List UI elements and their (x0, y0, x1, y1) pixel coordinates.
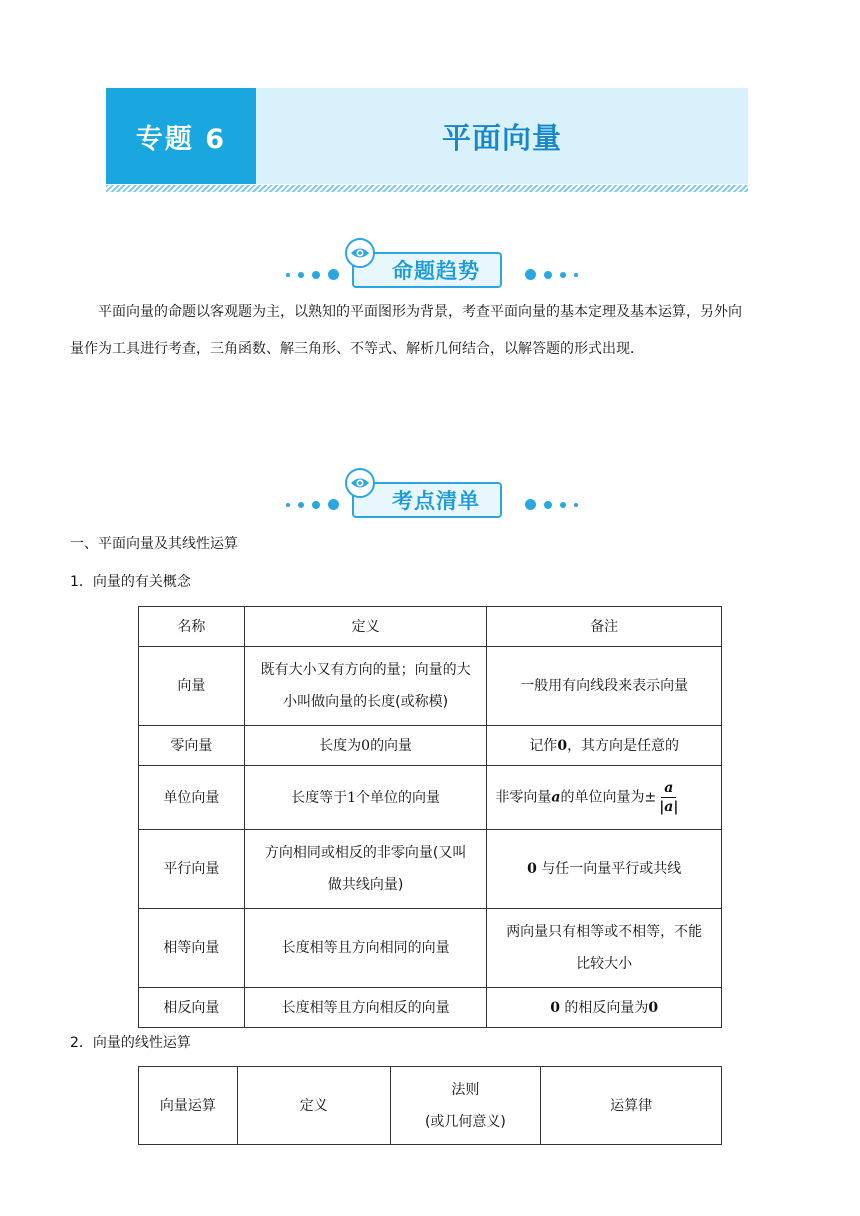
header-cell: 运算律 (541, 1067, 722, 1145)
table-row (139, 726, 722, 766)
table-header-row (139, 607, 722, 647)
cell-definition: 长度相等且方向相反的向量 (244, 988, 487, 1028)
header-cell: 名称 (139, 607, 245, 647)
section-heading-points (280, 466, 580, 526)
cell-name: 单位向量 (139, 766, 245, 830)
cell-note: 一般用有向线段来表示向量 (487, 647, 722, 726)
cell-name: 零向量 (139, 726, 245, 766)
cell-definition: 长度等于1个单位的向量 (244, 766, 487, 830)
table-header-row (139, 1067, 722, 1145)
topic-number: 专题 6 (106, 88, 256, 184)
section-title-trend: 命题趋势 (352, 252, 502, 288)
dots-left (286, 269, 339, 280)
heading-linear-ops: 一、平面向量及其线性运算 (70, 536, 238, 552)
section-title-points: 考点清单 (352, 482, 502, 518)
table-row (139, 766, 722, 830)
subheading-concepts: 1．向量的有关概念 (70, 574, 191, 590)
trend-paragraph-line1: 平面向量的命题以客观题为主，以熟知的平面图形为背景，考查平面向量的基本定理及基本运算，另外向 (98, 304, 742, 320)
dots-right (525, 269, 578, 280)
header-cell: 向量运算 (139, 1067, 238, 1145)
cell-name: 向量 (139, 647, 245, 726)
cell-definition: 长度相等且方向相同的向量 (244, 909, 487, 988)
section-heading-trend (280, 236, 580, 296)
cell-note: 记作0，其方向是任意的 (487, 726, 722, 766)
cell-note: 两向量只有相等或不相等，不能 比较大小 (487, 909, 722, 988)
unit-vector-fraction: $\frac{a}{|a|}$ (659, 780, 679, 815)
linear-ops-table (138, 1066, 722, 1145)
subheading-linear-ops: 2．向量的线性运算 (70, 1035, 191, 1051)
header-cell: 定义 (244, 607, 487, 647)
cell-note: 非零向量a的单位向量为± $\frac{a}{|a|}$ (487, 766, 722, 830)
cell-name: 平行向量 (139, 830, 245, 909)
eye-icon (345, 238, 375, 268)
header-cell: 备注 (487, 607, 722, 647)
concepts-table (138, 606, 722, 1028)
cell-definition: 方向相同或相反的非零向量(又叫 做共线向量) (244, 830, 487, 909)
cell-name: 相反向量 (139, 988, 245, 1028)
table-row (139, 988, 722, 1028)
header-cell: 定义 (237, 1067, 390, 1145)
header-cell: 法则 (或几何意义) (390, 1067, 541, 1145)
table-row (139, 830, 722, 909)
topic-title: 平面向量 (441, 120, 562, 155)
cell-definition: 既有大小又有方向的量；向量的大 小叫做向量的长度(或称模) (244, 647, 487, 726)
dots-left (286, 499, 339, 510)
topic-banner (106, 88, 748, 184)
cell-note: 0 的相反向量为0 (487, 988, 722, 1028)
eye-icon (345, 468, 375, 498)
trend-paragraph-line2: 量作为工具进行考查，三角函数、解三角形、不等式、解析几何结合，以解答题的形式出现． (70, 341, 644, 357)
table-row (139, 909, 722, 988)
cell-definition: 长度为0的向量 (244, 726, 487, 766)
banner-stripe (106, 185, 748, 192)
cell-name: 相等向量 (139, 909, 245, 988)
table-row (139, 647, 722, 726)
cell-note: 0 与任一向量平行或共线 (487, 830, 722, 909)
dots-right (525, 499, 578, 510)
